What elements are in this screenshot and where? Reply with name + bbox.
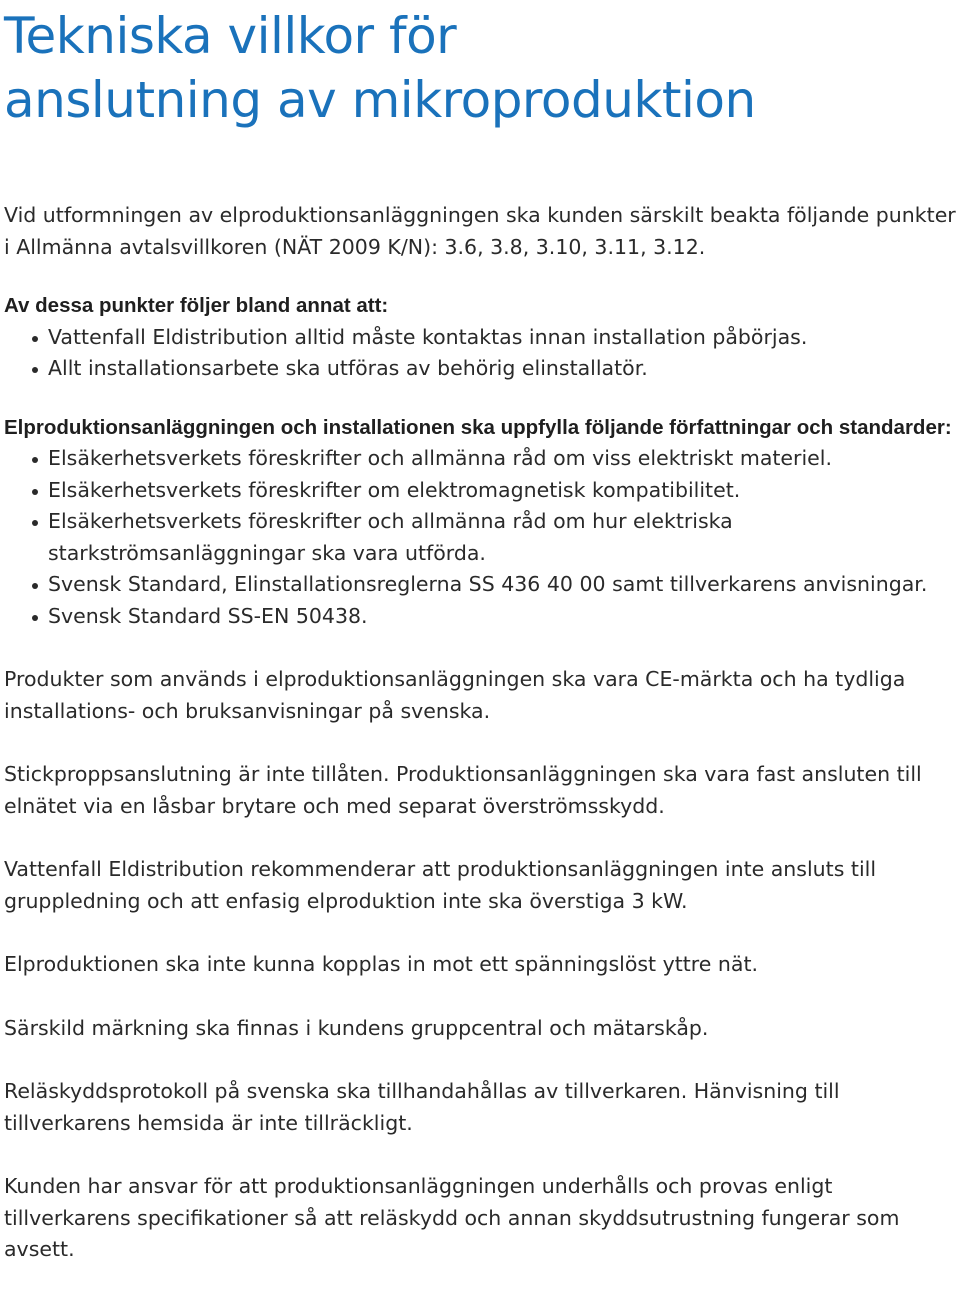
title-line-2: anslutning av mikroproduktion xyxy=(4,71,756,129)
section1-heading: Av dessa punkter följer bland annat att: xyxy=(4,294,389,317)
section-standards xyxy=(4,412,956,633)
list-item xyxy=(4,569,956,601)
bullet-icon xyxy=(32,367,38,373)
paragraph-customer-responsibility: Kunden har ansvar för att produktionsanläggningen underhålls och provas enligt tillverkarens specifikationer så att reläskydd och annan skyddsutrustning fungerar som avsett. xyxy=(4,1174,900,1261)
paragraph-recommendation: Vattenfall Eldistribution rekommenderar att produktionsanläggningen inte ansluts till gruppledning och att enfasig elproduktion inte ska överstiga 3 kW. xyxy=(4,857,877,913)
list-item-text: Svensk Standard, Elinstallationsreglerna SS 436 40 00 samt tillverkarens anvisningar. xyxy=(48,572,928,596)
list-item xyxy=(4,601,956,633)
bullet-icon xyxy=(32,615,38,621)
paragraph-ce-marking: Produkter som används i elproduktionsanläggningen ska vara CE-märkta och ha tydliga installations- och bruksanvisningar på svenska. xyxy=(4,667,906,723)
list-item xyxy=(4,322,956,354)
document-page xyxy=(4,0,956,1266)
list-item-text: Allt installationsarbete ska utföras av behörig elinstallatör. xyxy=(48,356,648,380)
bullet-icon xyxy=(32,457,38,463)
paragraph-marking: Särskild märkning ska finnas i kundens gruppcentral och mätarskåp. xyxy=(4,1015,709,1040)
paragraph-plug-connection: Stickproppsanslutning är inte tillåten. Produktionsanläggningen ska vara fast ansluten till elnätet via en låsbar brytare och med separat överströmsskydd. xyxy=(4,762,922,818)
list-item-text: Elsäkerhetsverkets föreskrifter och allmänna råd om hur elektriska starkströmsanläggningar ska vara utförda. xyxy=(48,509,733,565)
bullet-icon xyxy=(32,583,38,589)
intro-paragraph: Vid utformningen av elproduktionsanläggningen ska kunden särskilt beakta följande punkter i Allmänna avtalsvillkoren (NÄT 2009 K/N): 3.6, 3.8, 3.10, 3.11, 3.12. xyxy=(4,203,956,259)
list-item-text: Elsäkerhetsverkets föreskrifter om elektromagnetisk kompatibilitet. xyxy=(48,477,741,502)
list-item xyxy=(4,506,956,569)
list-item xyxy=(4,443,956,475)
list-item-text: Svensk Standard SS-EN 50438. xyxy=(48,603,368,628)
paragraph-relay-protocol: Reläskyddsprotokoll på svenska ska tillhandahållas av tillverkaren. Hänvisning till tillverkarens hemsida är inte tillräckligt. xyxy=(4,1079,840,1135)
section-requirements xyxy=(4,290,956,385)
paragraph-voltage-free-grid: Elproduktionen ska inte kunna kopplas in mot ett spänningslöst yttre nät. xyxy=(4,952,759,976)
section2-list xyxy=(4,443,956,632)
list-item-text: Vattenfall Eldistribution alltid måste kontaktas innan installation påbörjas. xyxy=(48,324,808,349)
list-item xyxy=(4,353,956,385)
section1-list xyxy=(4,322,956,385)
list-item xyxy=(4,475,956,507)
title-line-1: Tekniska villkor för xyxy=(4,7,457,65)
bullet-icon xyxy=(32,489,38,495)
section2-heading: Elproduktionsanläggningen och installationen ska uppfylla följande författningar och standarder: xyxy=(4,415,952,439)
list-item-text: Elsäkerhetsverkets föreskrifter och allmänna råd om viss elektriskt materiel. xyxy=(48,446,832,470)
page-title xyxy=(4,0,956,132)
bullet-icon xyxy=(32,336,38,342)
bullet-icon xyxy=(32,520,38,526)
